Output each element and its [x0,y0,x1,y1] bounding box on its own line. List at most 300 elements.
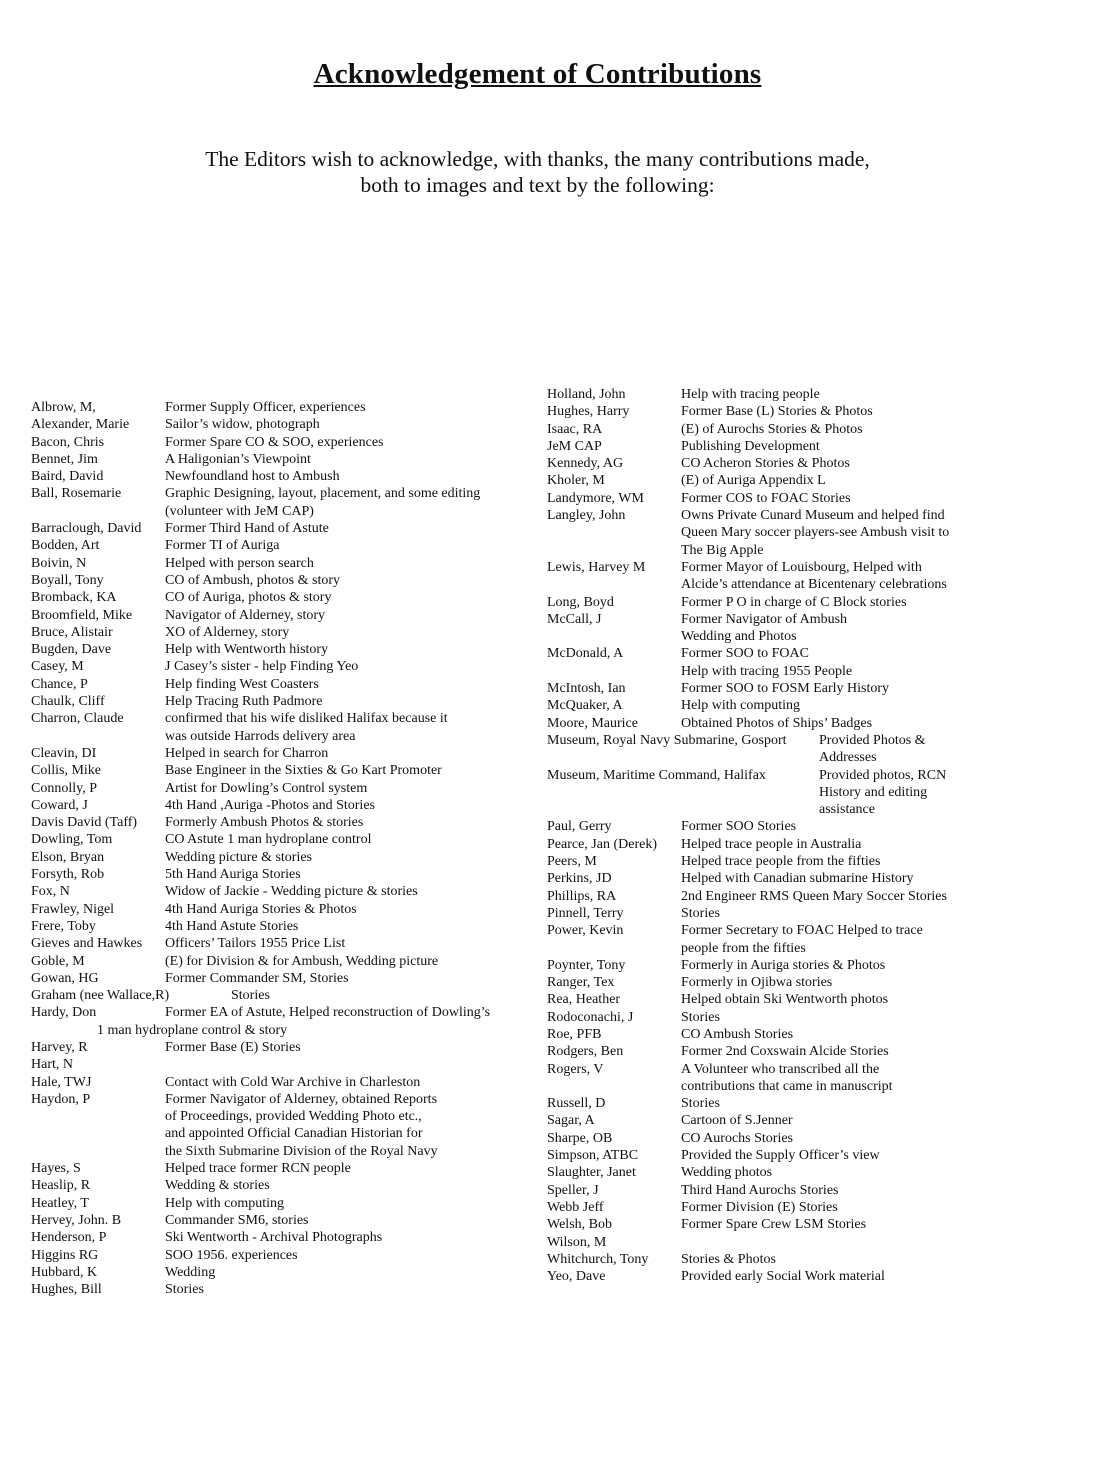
contribution-description [681,957,987,974]
contributor-entry [31,589,531,606]
description-line: Graphic Designing, layout, placement, and some editing [165,486,481,502]
contributor-name: Heatley, T [31,1195,89,1211]
contribution-description [165,1160,531,1177]
contributor-entry [31,1004,531,1039]
contributor-entry [547,818,987,835]
contributor-entry [31,416,531,433]
description-line: Helped with person search [165,555,314,571]
contributor-entry [31,710,531,745]
contributor-name: Sagar, A [547,1113,595,1129]
contribution-description [165,901,531,918]
contribution-description [681,1112,987,1129]
contributor-name: Yeo, Dave [547,1269,606,1285]
contributor-entry [31,814,531,831]
contributor-entry [31,849,531,866]
description-line: Former Base (L) Stories & Photos [681,404,873,420]
description-line: Alcide’s attendance at Bicentenary celebrations [681,577,947,593]
description-line: Helped trace people from the fifties [681,854,881,870]
description-line: Former Division (E) Stories [681,1199,838,1215]
description-line: Former Spare CO & SOO, experiences [165,434,384,450]
contributor-name: Bennet, Jim [31,451,98,467]
description-line: Help finding West Coasters [165,676,319,692]
contributor-name: Simpson, ATBC [547,1148,639,1164]
description-line: Former Supply Officer, experiences [165,400,366,415]
contribution-description [165,537,531,554]
description-line: Formerly in Ojibwa stories [681,975,833,991]
description-line: Former SOO to FOAC [681,646,809,662]
contributor-entry [31,537,531,554]
contributor-name: Fox, N [31,884,70,900]
contribution-description [681,922,987,957]
contributor-entry [31,1212,531,1229]
contribution-description [681,438,987,455]
contribution-description [165,676,531,693]
contributor-entry [547,421,987,438]
description-line: 4th Hand Auriga Stories & Photos [165,901,357,917]
description-line: Provided early Social Work material [681,1269,885,1285]
description-line: Cartoon of S.Jenner [681,1113,793,1129]
contribution-description [681,836,987,853]
description-line: A Haligonian’s Viewpoint [165,451,311,467]
contributor-entry [547,1251,987,1268]
description-line: Formerly in Auriga stories & Photos [681,957,886,973]
contributor-entry [547,594,987,611]
contribution-description [681,1234,987,1251]
description-line: Artist for Dowling’s Control system [165,780,368,796]
contributor-entry [31,451,531,468]
contributor-name: Boivin, N [31,555,87,571]
contributor-name: Poynter, Tony [547,957,626,973]
contribution-description [681,1251,987,1268]
description-line: Third Hand Aurochs Stories [681,1182,839,1198]
contributor-name: Hayes, S [31,1161,81,1177]
contributor-name: McCall, J [547,611,602,627]
contribution-description [165,831,531,848]
intro-line: The Editors wish to acknowledge, with thanks, the many contributions made, [205,147,870,171]
contributor-entry [31,624,531,641]
contributor-entry [31,797,531,814]
contributor-name: Kennedy, AG [547,456,624,472]
contribution-description [165,1229,531,1246]
contributor-entry [31,1281,531,1298]
contribution-description [819,732,987,767]
description-line: the Sixth Submarine Division of the Royal Navy [165,1143,438,1159]
contributor-entry [547,1112,987,1129]
description-line: Former Third Hand of Astute [165,521,329,537]
description-line: Contact with Cold War Archive in Charleston [165,1074,421,1090]
contributor-name: Bacon, Chris [31,434,105,450]
contribution-description [681,888,987,905]
description-line: CO Ambush Stories [681,1026,794,1042]
description-line: Former TI of Auriga [165,538,280,554]
description-line: Newfoundland host to Ambush [165,469,340,485]
contributor-name: Davis David (Taff) [31,815,138,831]
contributor-name: Gowan, HG [31,970,99,986]
description-line: 4th Hand ,Auriga -Photos and Stories [165,797,375,813]
contributor-name: Henderson, P [31,1230,107,1246]
contributor-entry [547,490,987,507]
contributor-entry [31,866,531,883]
description-line: Help with tracing people [681,387,820,402]
description-line: Stories [681,1096,720,1112]
contributor-entry [547,611,987,646]
contributor-entry [31,1177,531,1194]
contributor-name: Casey, M [31,659,84,675]
contributor-entry [31,780,531,797]
contributor-name: Hughes, Bill [31,1282,102,1298]
contribution-description [165,468,531,485]
contributor-entry [547,507,987,559]
contributor-entry [31,901,531,918]
contribution-description [165,1177,531,1194]
contribution-description [681,559,987,594]
contribution-description [165,866,531,883]
contribution-description [681,853,987,870]
contributor-entry [31,658,531,675]
contributor-name: Chance, P [31,676,88,692]
description-line: Queen Mary soccer players-see Ambush visit to [681,525,950,541]
contribution-description [681,455,987,472]
contributor-entry [547,1095,987,1112]
contributor-entry [31,676,531,693]
contribution-description [165,555,531,572]
contributor-name: Russell, D [547,1096,606,1112]
contributor-name: Broomfield, Mike [31,607,133,623]
contributor-entry [547,853,987,870]
description-line: (volunteer with JeM CAP) [165,503,314,519]
description-line: Owns Private Cunard Museum and helped find [681,508,945,524]
contributor-name: McDonald, A [547,646,624,662]
contribution-description [165,883,531,900]
description-line: Former Spare Crew LSM Stories [681,1217,867,1233]
contribution-description [681,697,987,714]
contributor-name: Bruce, Alistair [31,624,113,640]
description-line: and appointed Official Canadian Historian for [165,1126,423,1142]
description-line: Ski Wentworth - Archival Photographs [165,1230,383,1246]
description-line: Widow of Jackie - Wedding picture & stories [165,884,418,900]
contributor-name: Peers, M [547,854,597,870]
contributor-name: Webb Jeff [547,1199,604,1215]
contributor-name: Perkins, JD [547,871,612,887]
contributor-entry [31,970,531,987]
contribution-description [165,1074,531,1091]
description-line: assistance [819,802,875,818]
description-line: was outside Harrods delivery area [165,728,356,744]
contributor-entry [547,455,987,472]
contributor-entry [547,922,987,957]
description-line: Stories [681,1009,720,1025]
contribution-description [165,710,531,745]
contribution-description [165,780,531,797]
description-line: Former Commander SM, Stories [165,970,349,986]
contributor-entry [547,905,987,922]
description-line: Formerly Ambush Photos & stories [165,815,364,831]
contributor-name: Heaslip, R [31,1178,91,1194]
description-line: Stories [681,905,720,921]
contributor-entry [31,1039,531,1056]
contributor-name: Hardy, Don [31,1005,97,1021]
contribution-description [681,680,987,697]
contributor-entry [31,1264,531,1281]
contributor-entry [547,888,987,905]
description-line: History and editing [819,784,928,800]
description-line: (E) of Aurochs Stories & Photos [681,421,863,437]
contributor-entry [547,1268,987,1285]
contribution-description [165,399,531,416]
contributor-entry [547,438,987,455]
description-line: Helped obtain Ski Wentworth photos [681,992,889,1008]
contributor-entry [547,957,987,974]
contributor-entry [31,1074,531,1091]
description-line: (E) of Auriga Appendix L [681,473,826,489]
contributor-entry [31,555,531,572]
contributor-entry [547,1164,987,1181]
contributor-name: Elson, Bryan [31,849,105,865]
contributor-name: Ranger, Tex [547,975,615,991]
contribution-description [681,611,987,646]
contributor-entry [31,1056,531,1073]
contribution-description [681,472,987,489]
description-line: CO Acheron Stories & Photos [681,456,850,472]
contributor-name: JeM CAP [547,438,602,454]
contributor-entry [31,693,531,710]
contributor-name: Alexander, Marie [31,417,130,433]
contributor-entry [31,1195,531,1212]
contributor-entry [547,1147,987,1164]
contributor-name: Higgins RG [31,1247,99,1263]
contributor-name: Forsyth, Rob [31,867,105,883]
contributor-name: Long, Boyd [547,594,614,610]
contribution-description [681,594,987,611]
contribution-description [681,421,987,438]
contributor-entry [31,399,531,416]
contribution-description [165,1281,531,1298]
contributor-entry [31,831,531,848]
contributor-name: Museum, Royal Navy Submarine, Gosport [547,732,787,748]
contributor-entry [31,520,531,537]
contribution-description [165,572,531,589]
contributors-right-column [547,386,987,1285]
contribution-description [681,1199,987,1216]
description-line: J Casey’s sister - help Finding Yeo [165,659,359,675]
contribution-description [165,797,531,814]
contributor-entry [31,485,531,520]
description-line: CO of Auriga, photos & story [165,590,332,606]
contributor-name: Phillips, RA [547,888,617,904]
contribution-description [165,1195,531,1212]
contributor-entry [31,935,531,952]
contributor-entry [31,1091,531,1160]
contribution-description [165,1056,531,1073]
contribution-description [165,624,531,641]
contributor-entry [547,991,987,1008]
description-line: Wedding photos [681,1165,773,1181]
contributor-name: Coward, J [31,797,88,813]
contributor-entry [31,987,531,1004]
description-line: Helped with Canadian submarine History [681,871,914,887]
description-line: Former COS to FOAC Stories [681,490,851,506]
contributor-entry [547,1182,987,1199]
contributor-name: Hubbard, K [31,1264,98,1280]
contribution-description [681,1130,987,1147]
description-line: Former SOO Stories [681,819,797,835]
description-line [681,1234,987,1251]
contributor-entry [547,767,987,819]
contribution-description [165,485,531,520]
contribution-description [165,918,531,935]
description-line: Former Mayor of Louisbourg, Helped with [681,559,922,575]
contribution-description [681,1182,987,1199]
description-line: Former SOO to FOSM Early History [681,681,890,697]
contribution-description [165,849,531,866]
contributor-name: Rea, Heather [547,992,621,1008]
description-line: of Proceedings, provided Wedding Photo etc., [165,1109,422,1125]
contributor-entry [547,1130,987,1147]
contribution-description [165,814,531,831]
contributor-entry [547,974,987,991]
contribution-description [681,645,987,680]
contribution-description [165,434,531,451]
contributor-name: Sharpe, OB [547,1130,613,1146]
contributor-name: Bugden, Dave [31,642,112,658]
contribution-description [165,762,531,779]
description-line: Help with computing [681,698,800,714]
contributor-name: Hale, TWJ [31,1074,92,1090]
description-line: Provided Photos & [819,732,926,748]
contributor-name: Albrow, M, [31,400,96,415]
contributor-name: Rodoconachi, J [547,1009,634,1025]
contributor-name: Rodgers, Ben [547,1044,624,1060]
description-line: Former Navigator of Alderney, obtained Reports [165,1091,438,1107]
contribution-description [165,658,531,675]
description-line: Former EA of Astute, Helped reconstruction of Dowling’s [165,1005,491,1021]
description-line: Former 2nd Coxswain Alcide Stories [681,1044,889,1060]
contribution-description [681,870,987,887]
description-line: Helped trace former RCN people [165,1161,351,1177]
contribution-description [681,1268,987,1285]
contribution-description [231,987,531,1004]
contributor-entry [547,680,987,697]
description-line: Navigator of Alderney, story [165,607,326,623]
contribution-description [681,403,987,420]
contributor-name: Ball, Rosemarie [31,486,122,502]
contributor-name: Gieves and Hawkes [31,936,143,952]
description-line: Publishing Development [681,438,820,454]
contributor-name: Haydon, P [31,1091,91,1107]
contribution-description [681,818,987,835]
contributor-entry [547,1009,987,1026]
description-line: CO of Ambush, photos & story [165,572,341,588]
contribution-description [165,1039,531,1056]
contribution-description [681,1026,987,1043]
description-line: Base Engineer in the Sixties & Go Kart Promoter [165,763,442,779]
contribution-description [681,490,987,507]
contributor-name: Roe, PFB [547,1026,602,1042]
description-line: Help with Wentworth history [165,642,329,658]
contributor-entry [31,434,531,451]
contributor-entry [31,745,531,762]
contribution-description [165,1247,531,1264]
description-line: The Big Apple [681,542,764,558]
contributor-name: Holland, John [547,387,626,402]
contributor-entry [31,468,531,485]
description-line: Stories [231,988,270,1004]
description-line: contributions that came in manuscript [681,1078,893,1094]
description-line: Provided photos, RCN [819,767,947,783]
description-line: Helped trace people in Australia [681,836,862,852]
contributor-entry [547,559,987,594]
contributor-entry [547,1026,987,1043]
contribution-description [681,1095,987,1112]
description-line: SOO 1956. experiences [165,1247,298,1263]
contributor-name: Hughes, Harry [547,404,630,420]
contribution-description [681,1043,987,1060]
contributors-left-column [31,399,531,1298]
description-line: 5th Hand Auriga Stories [165,867,301,883]
description-line: Former Navigator of Ambush [681,611,848,627]
contributor-entry [31,762,531,779]
contribution-description [165,520,531,537]
contributor-name: Landymore, WM [547,490,644,506]
description-line: Stories & Photos [681,1251,776,1267]
contribution-description [165,970,531,987]
description-line: Wedding & stories [165,1178,270,1194]
contribution-description [165,1091,531,1160]
contributor-entry [547,403,987,420]
description-line: CO Aurochs Stories [681,1130,793,1146]
contributor-name: Museum, Maritime Command, Halifax [547,767,766,783]
description-line: confirmed that his wife disliked Halifax because it [165,711,448,727]
contribution-description [165,416,531,433]
contribution-description [681,1164,987,1181]
contributor-entry [547,1234,987,1251]
contributor-name: Boyall, Tony [31,572,104,588]
contribution-description [681,905,987,922]
contributor-entry [547,870,987,887]
contribution-description [165,693,531,710]
contribution-description [165,1212,531,1229]
contributor-name: Graham (nee Wallace,R) [31,988,170,1004]
contributor-name: Pearce, Jan (Derek) [547,836,657,852]
contributor-entry [547,1199,987,1216]
contributor-entry [31,1229,531,1246]
contribution-description [165,1264,531,1281]
contributor-name: Frawley, Nigel [31,901,115,917]
contributor-name: Collis, Mike [31,763,102,779]
description-line: Commander SM6, stories [165,1212,309,1228]
description-line: people from the fifties [681,940,806,956]
contributor-name: Wilson, M [547,1234,607,1250]
description-line: Addresses [819,750,877,766]
contribution-description [165,607,531,624]
contribution-description [681,1216,987,1233]
contributor-entry [31,1160,531,1177]
description-line: Help with tracing 1955 People [681,663,853,679]
description-line: Helped in search for Charron [165,745,329,761]
contributor-name: Kholer, M [547,473,605,489]
contribution-description [681,1061,987,1096]
contributor-name: Lewis, Harvey M [547,559,646,575]
contributor-name: Cleavin, DI [31,745,97,761]
description-line: Former Secretary to FOAC Helped to trace [681,923,923,939]
description-line: CO Astute 1 man hydroplane control [165,832,372,848]
contributor-entry [547,1043,987,1060]
contributor-name: Slaughter, Janet [547,1165,636,1181]
contributor-name: Barraclough, David [31,521,142,537]
description-line: Help Tracing Ruth Padmore [165,694,323,710]
description-line [165,1056,531,1073]
contribution-description [681,974,987,991]
